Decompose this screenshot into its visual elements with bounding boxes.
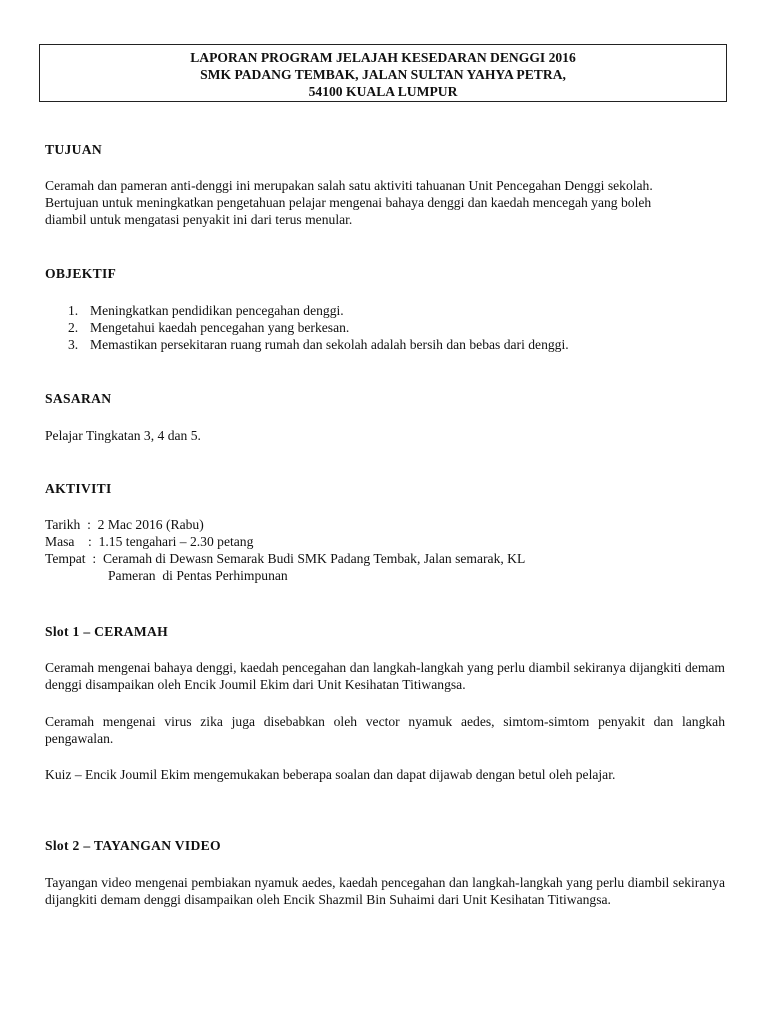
list-item-text: Mengetahui kaedah pencegahan yang berkesan.: [90, 320, 350, 335]
report-title-line-1: LAPORAN PROGRAM JELAJAH KESEDARAN DENGGI 2016: [190, 50, 576, 65]
slot1-heading: Slot 1 – CERAMAH: [45, 624, 168, 639]
aktiviti-tarikh: Tarikh : 2 Mac 2016 (Rabu): [45, 517, 204, 532]
report-title-line-2: SMK PADANG TEMBAK, JALAN SULTAN YAHYA PETRA,: [200, 67, 566, 82]
list-item: [45, 319, 725, 336]
slot1-paragraph-2: Ceramah mengenai virus zika juga disebabkan oleh vector nyamuk aedes, simtom-simtom penyakit dan langkah pengawalan.: [45, 714, 725, 746]
slot2-paragraph-1: Tayangan video mengenai pembiakan nyamuk aedes, kaedah pencegahan dan langkah-langkah yang perlu diambil sekiranya dijangkiti demam denggi disampaikan oleh Encik Shazmil Bin Suhaimi dari Unit Kesihatan Titiwangsa.: [45, 875, 725, 907]
aktiviti-tempat: Tempat : Ceramah di Dewasn Semarak Budi SMK Padang Tembak, Jalan semarak, KL: [45, 551, 526, 566]
slot1-paragraph-1: Ceramah mengenai bahaya denggi, kaedah pencegahan dan langkah-langkah yang perlu diambil sekiranya dijangkiti demam denggi disampaikan oleh Encik Joumil Ekim dari Unit Kesihatan Titiwangsa.: [45, 660, 725, 692]
list-item-number: 2.: [68, 320, 79, 335]
list-item-text: Meningkatkan pendidikan pencegahan denggi.: [90, 303, 344, 318]
tujuan-line-1: Ceramah dan pameran anti-denggi ini merupakan salah satu aktiviti tahuanan Unit Pencegahan Denggi sekolah.: [45, 178, 653, 193]
objektif-list: [45, 302, 725, 353]
aktiviti-masa: Masa : 1.15 tengahari – 2.30 petang: [45, 534, 254, 549]
slot1-paragraph-3: Kuiz – Encik Joumil Ekim mengemukakan beberapa soalan dan dapat dijawab dengan betul oleh pelajar.: [45, 767, 616, 782]
list-item-text: Memastikan persekitaran ruang rumah dan sekolah adalah bersih dan bebas dari denggi.: [90, 337, 569, 352]
tujuan-line-2: Bertujuan untuk meningkatkan pengetahuan pelajar mengenai bahaya denggi dan kaedah mencegah yang boleh: [45, 195, 652, 210]
list-item: [45, 336, 725, 353]
report-title-line-3: 54100 KUALA LUMPUR: [308, 84, 458, 99]
tujuan-line-3: diambil untuk mengatasi penyakit ini dari terus menular.: [45, 212, 353, 227]
aktiviti-details: [45, 516, 725, 584]
tujuan-paragraph: [45, 177, 725, 228]
sasaran-heading: SASARAN: [45, 391, 112, 406]
sasaran-text: Pelajar Tingkatan 3, 4 dan 5.: [45, 428, 201, 443]
list-item-number: 1.: [68, 303, 79, 318]
report-title-box: [39, 44, 727, 102]
list-item: [45, 302, 725, 319]
objektif-heading: OBJEKTIF: [45, 266, 117, 281]
aktiviti-tempat-2: Pameran di Pentas Perhimpunan: [108, 568, 288, 583]
list-item-number: 3.: [68, 337, 79, 352]
tujuan-heading: TUJUAN: [45, 142, 102, 157]
aktiviti-heading: AKTIVITI: [45, 481, 112, 496]
slot2-heading: Slot 2 – TAYANGAN VIDEO: [45, 838, 221, 853]
